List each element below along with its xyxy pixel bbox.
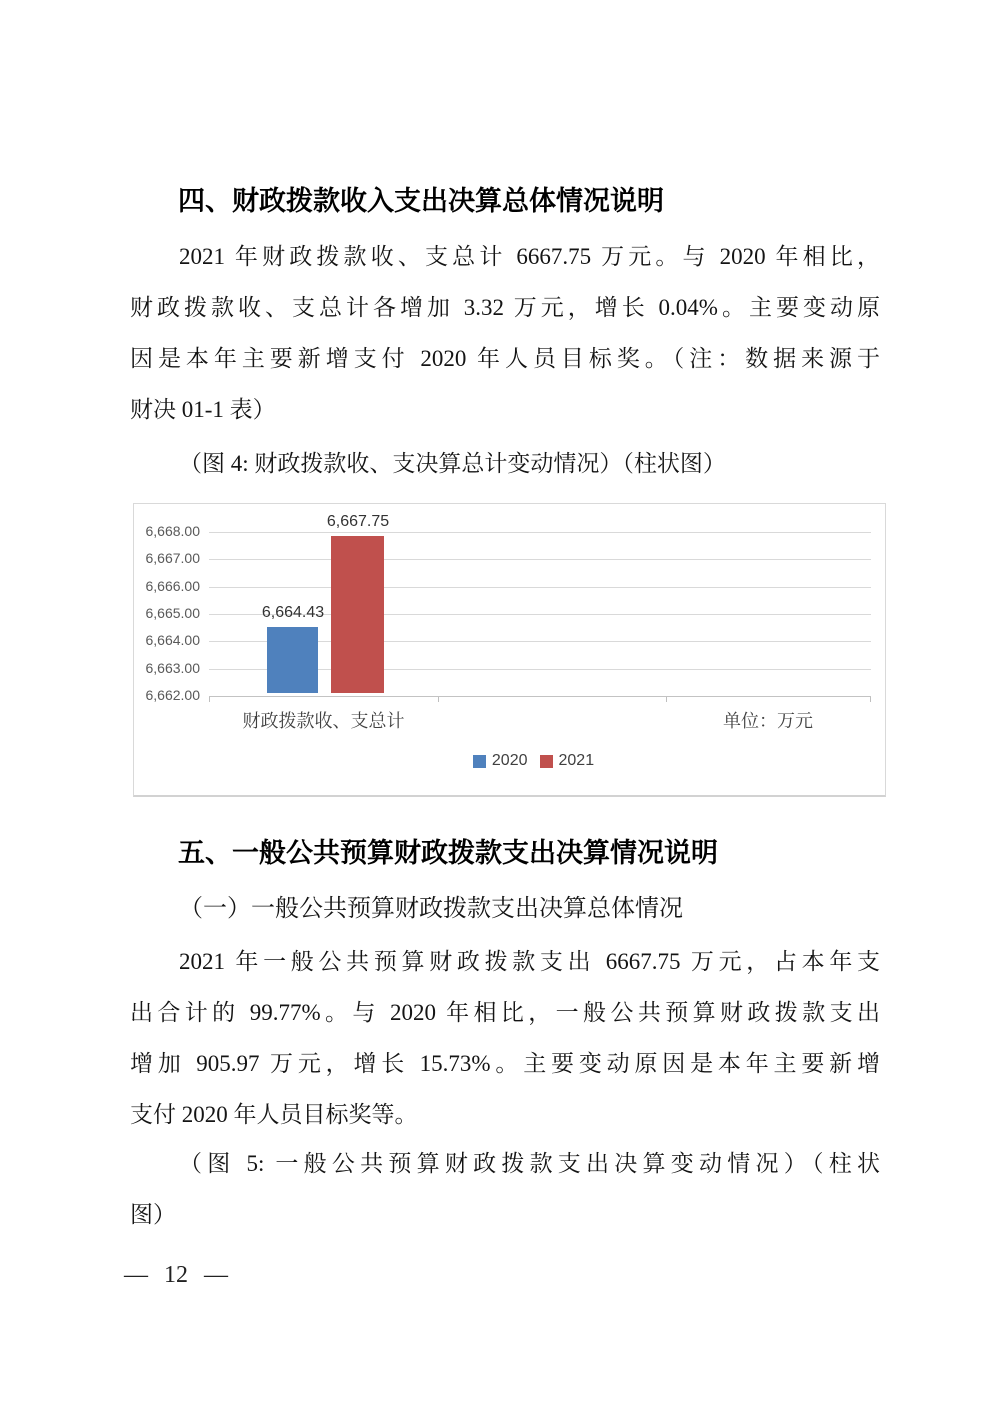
x-axis-category-label: 财政拨款收、支总计	[242, 711, 405, 731]
y-axis-tick-label: 6,668.00	[145, 523, 200, 539]
paragraph-line: 2021 年财政拨款收、支总计 6667.75 万元。与 2020 年相比，	[179, 244, 880, 269]
y-axis-tick-label: 6,665.00	[145, 605, 200, 621]
gridline	[209, 559, 871, 560]
legend-2021-swatch	[540, 755, 553, 768]
y-axis-tick-label: 6,666.00	[145, 578, 200, 594]
page-number: — 12 —	[124, 1262, 228, 1288]
paragraph-line: 财政拨款收、支总计各增加 3.32 万元，增长 0.04%。主要变动原	[130, 295, 880, 320]
bar-2020	[267, 627, 318, 693]
bar-2021	[331, 536, 384, 693]
legend-item-2021	[540, 752, 595, 770]
section-4-heading: 四、财政拨款收入支出决算总体情况说明	[178, 186, 664, 216]
section-5-subheading-block	[130, 884, 880, 935]
figure-5-caption-line: 图）	[130, 1202, 176, 1227]
bar-2020-value-label: 6,664.43	[261, 603, 325, 621]
bar-2021-value-label: 6,667.75	[326, 512, 390, 530]
figure-5-caption-block	[130, 1138, 880, 1240]
legend-2021-label: 2021	[558, 752, 595, 769]
legend-item-2020	[473, 752, 528, 770]
section-4-paragraph	[130, 231, 880, 435]
legend-2020-label: 2020	[491, 752, 528, 769]
section-5-paragraph	[130, 936, 880, 1140]
x-axis-tick	[666, 697, 667, 702]
figure-4-caption-block	[130, 438, 880, 489]
x-axis-tick	[209, 697, 210, 702]
paragraph-line: 出合计的 99.77%。与 2020 年相比，一般公共预算财政拨款支出	[130, 1000, 880, 1025]
x-axis-tick	[438, 697, 439, 702]
y-axis-tick-label: 6,664.00	[145, 632, 200, 648]
y-axis-tick-label: 6,663.00	[145, 660, 200, 676]
unit-label: 单位：万元	[723, 711, 813, 731]
paragraph-line: 增加 905.97 万元，增长 15.73%。主要变动原因是本年主要新增	[130, 1051, 880, 1076]
legend-2020-swatch	[473, 755, 486, 768]
figure-5-caption-line: （图 5: 一般公共预算财政拨款支出决算变动情况）（柱状	[179, 1151, 880, 1176]
paragraph-line: 2021 年一般公共预算财政拨款支出 6667.75 万元，占本年支	[179, 949, 880, 974]
figure-4-caption: （图 4: 财政拨款收、支决算总计变动情况）（柱状图）	[179, 451, 726, 476]
y-axis-tick-label: 6,662.00	[145, 687, 200, 703]
x-axis-line	[209, 696, 871, 697]
paragraph-line: 财决 01-1 表）	[130, 397, 276, 422]
section-5-heading: 五、一般公共预算财政拨款支出决算情况说明	[178, 838, 718, 868]
chart-legend	[182, 752, 885, 770]
paragraph-line: 支付 2020 年人员目标奖等。	[130, 1102, 418, 1127]
paragraph-line: 因是本年主要新增支付 2020 年人员目标奖。（注：数据来源于	[130, 346, 880, 371]
x-axis-tick	[870, 697, 871, 702]
gridline	[209, 532, 871, 533]
gridline	[209, 587, 871, 588]
figure-4-bar-chart	[133, 503, 886, 797]
y-axis-tick-label: 6,667.00	[145, 550, 200, 566]
section-5-subheading: （一）一般公共预算财政拨款支出决算总体情况	[179, 896, 683, 922]
